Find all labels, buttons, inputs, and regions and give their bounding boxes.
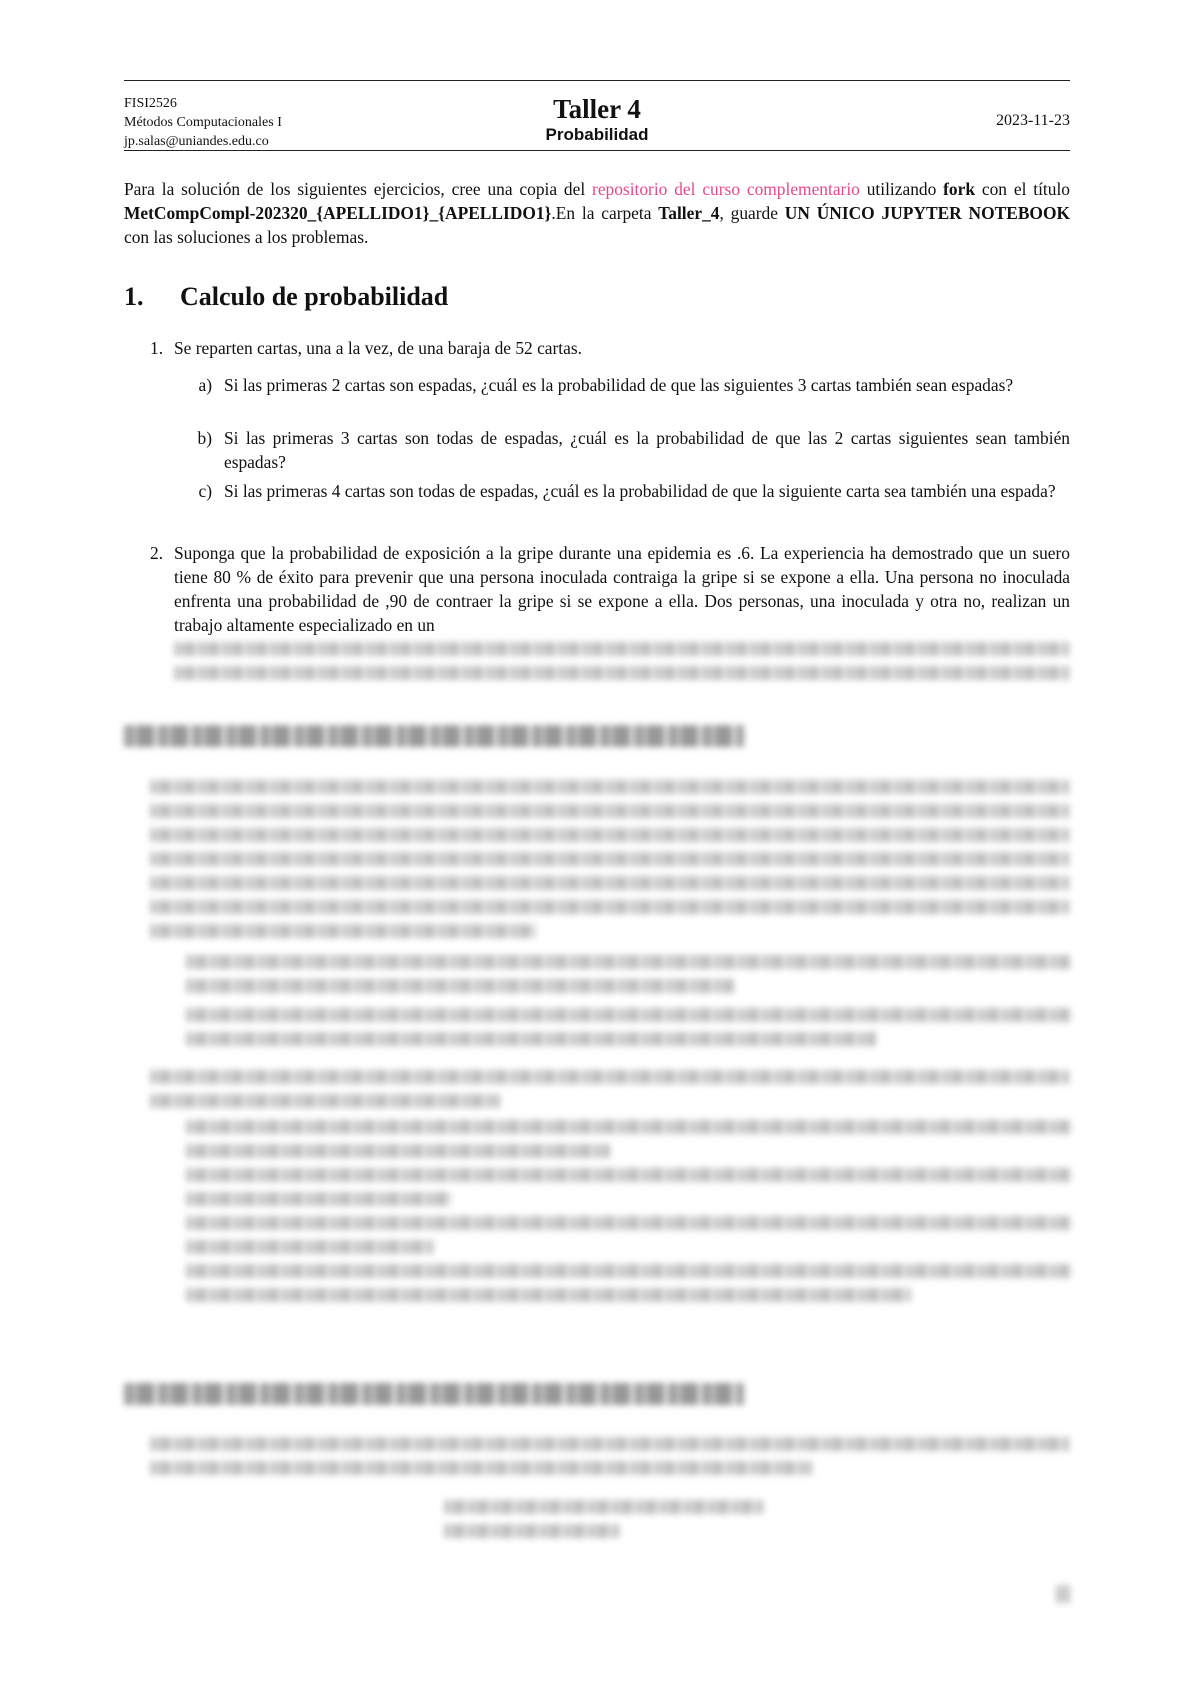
- problem-text: Se reparten cartas, una a la vez, de una baraja de 52 cartas.: [174, 338, 582, 358]
- course-name: Métodos Computacionales I: [124, 115, 282, 130]
- problem-text: Suponga que la probabilidad de exposición a la gripe durante una epidemia es .6. La experiencia ha demostrado que un suero tiene 80 % de éxito para prevenir que una persona inoculada contraiga la gripe si se expone a ella. Una persona no inoculada enfrenta una probabilidad de ,90 de contraer la gripe si se expone a ella. Dos personas, una inoculada y otra no, realizan un trabajo altamente especializado en un: [174, 543, 1070, 635]
- subproblem-label: a): [198, 375, 212, 395]
- blurred-formula: [444, 1500, 764, 1548]
- blurred-page-number: [1056, 1585, 1070, 1605]
- problem-2: [150, 541, 1070, 637]
- section-title: Calculo de probabilidad: [180, 282, 449, 311]
- document-date: 2023-11-23: [995, 112, 1070, 129]
- subproblem-text: Si las primeras 2 cartas son espadas, ¿cuál es la probabilidad de que las siguientes 3 cartas también sean espadas?: [224, 375, 1014, 395]
- intro-paragraph: [124, 177, 1070, 249]
- section-number: 1.: [124, 282, 144, 311]
- section-1-heading: [124, 282, 448, 312]
- blurred-text-block: [186, 1120, 1070, 1312]
- blurred-text-block: [186, 1008, 1070, 1056]
- course-code: FISI2526: [124, 96, 177, 111]
- subproblem-label: b): [197, 428, 212, 448]
- intro-text: con el título: [975, 179, 1070, 199]
- intro-text: utilizando: [859, 179, 944, 199]
- intro-text: .En la carpeta: [551, 203, 659, 223]
- problem-1a: [186, 373, 1070, 397]
- header-top-rule: [124, 80, 1070, 81]
- blurred-text-block: [186, 955, 1070, 1003]
- document-subtitle: Probabilidad: [545, 125, 649, 144]
- intro-text: con las soluciones a los problemas.: [124, 227, 369, 247]
- blurred-text-block: [174, 642, 1070, 690]
- blurred-section-2-heading: [124, 725, 744, 747]
- problem-label: 1.: [150, 338, 164, 358]
- author-email: jp.salas@uniandes.edu.co: [124, 134, 269, 149]
- intro-text: Para la solución de los siguientes ejercicios, cree una copia del: [124, 179, 593, 199]
- subproblem-text: Si las primeras 3 cartas son todas de espadas, ¿cuál es la probabilidad de que las 2 cartas siguientes sean también espadas?: [224, 428, 1070, 472]
- course-repository-link[interactable]: repositorio del curso complementario: [592, 179, 860, 199]
- notebook-requirement: UN ÚNICO JUPYTER NOTEBOOK: [784, 203, 1071, 223]
- blurred-text-block: [150, 780, 1070, 948]
- document-title: Taller 4: [553, 94, 641, 124]
- subproblem-text: Si las primeras 4 cartas son todas de espadas, ¿cuál es la probabilidad de que la siguiente carta sea también una espada?: [224, 481, 1056, 501]
- fork-keyword: fork: [943, 179, 976, 199]
- blurred-section-3-heading: [124, 1383, 744, 1405]
- problem-1b: [186, 426, 1070, 474]
- problem-1: [150, 336, 1070, 360]
- subproblem-label: c): [198, 481, 212, 501]
- intro-text: , guarde: [719, 203, 785, 223]
- problem-label: 2.: [150, 543, 164, 563]
- blurred-text-block: [150, 1437, 1070, 1485]
- header-center: [124, 94, 1070, 146]
- folder-name: Taller_4: [658, 203, 720, 223]
- problem-1c: [186, 479, 1070, 503]
- blurred-text-block: [150, 1070, 1070, 1118]
- repo-name: MetCompCompl-202320_{APELLIDO1}_{APELLIDO1}: [124, 203, 552, 223]
